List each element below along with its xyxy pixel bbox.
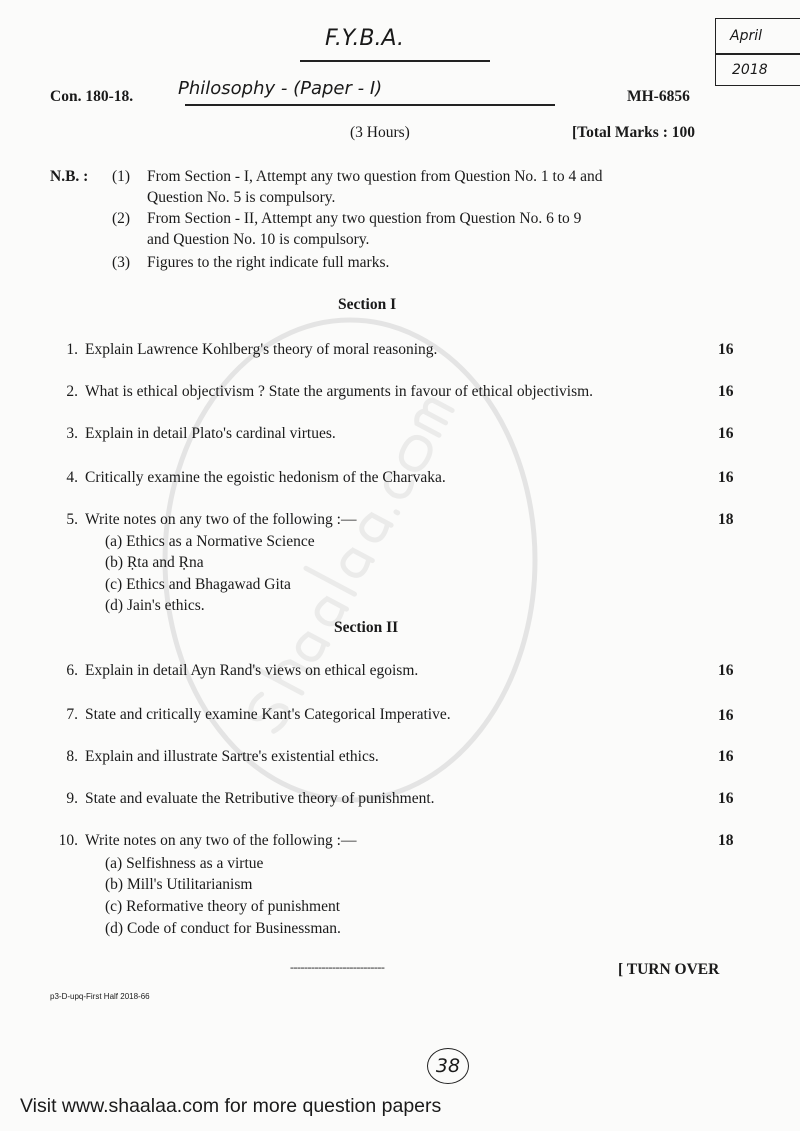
question-number: 4. [66, 469, 78, 486]
question-marks: 16 [718, 425, 734, 442]
instruction-num: (3) [112, 254, 131, 271]
turn-over: [ TURN OVER [618, 961, 720, 978]
nb-prefix: N.B. : [50, 168, 89, 185]
question-number: 5. [66, 511, 78, 528]
question-number: 7. [66, 706, 78, 723]
total-marks: [Total Marks : 100 [572, 124, 695, 141]
question-text: Explain in detail Ayn Rand's views on ethical egoism. [85, 662, 419, 679]
date-box [715, 18, 800, 86]
question-text: Critically examine the egoistic hedonism of the Charvaka. [85, 469, 446, 486]
end-separator: --------------------------- [290, 960, 385, 974]
question-marks: 16 [718, 662, 734, 679]
question-marks: 16 [718, 748, 734, 765]
instruction-line: Question No. 5 is compulsory. [147, 189, 336, 206]
question-text: State and evaluate the Retributive theory of punishment. [85, 790, 435, 807]
sub-question: (b) Mill's Utilitarianism [105, 876, 253, 893]
question-text: What is ethical objectivism ? State the arguments in favour of ethical objectivism. [85, 383, 594, 400]
sub-question: (b) Ṛta and Ṛna [105, 554, 204, 571]
sub-question: (a) Selfishness as a virtue [105, 855, 264, 872]
instruction-line: and Question No. 10 is compulsory. [147, 231, 370, 248]
page-number-circle [427, 1048, 469, 1084]
question-number: 3. [66, 425, 78, 442]
visit-site-link[interactable]: Visit www.shaalaa.com for more question papers [20, 1095, 442, 1117]
question-text: Explain Lawrence Kohlberg's theory of moral reasoning. [85, 341, 438, 358]
class-underline [300, 60, 490, 62]
question-text: State and critically examine Kant's Categorical Imperative. [85, 706, 451, 723]
question-marks: 16 [718, 469, 734, 486]
sub-question: (c) Reformative theory of punishment [105, 898, 341, 915]
shaalaa-watermark [150, 300, 550, 820]
duration: (3 Hours) [350, 124, 410, 141]
question-text: Write notes on any two of the following :— [85, 511, 357, 528]
instruction-line: From Section - II, Attempt any two question from Question No. 6 to 9 [147, 210, 582, 227]
subject-underline [185, 104, 555, 106]
question-text: Explain in detail Plato's cardinal virtues. [85, 425, 336, 442]
question-marks: 16 [718, 790, 734, 807]
date-month: April [730, 28, 762, 44]
sub-question: (a) Ethics as a Normative Science [105, 533, 315, 550]
sub-question: (d) Code of conduct for Businessman. [105, 920, 341, 937]
date-year: 2018 [732, 62, 768, 78]
sub-question: (d) Jain's ethics. [105, 597, 205, 614]
con-code: Con. 180-18. [50, 88, 134, 105]
question-marks: 16 [718, 707, 734, 724]
paper-code: MH-6856 [627, 88, 690, 105]
subject: Philosophy - (Paper - I) [178, 78, 383, 99]
instruction-line: Figures to the right indicate full marks. [147, 254, 390, 271]
question-number: 2. [66, 383, 78, 400]
sub-question: (c) Ethics and Bhagawad Gita [105, 576, 291, 593]
question-number: 9. [66, 790, 78, 807]
instruction-num: (1) [112, 168, 131, 185]
section-title: Section I [338, 296, 397, 313]
question-number: 6. [66, 662, 78, 679]
page-number: 38 [435, 1055, 461, 1077]
question-text: Write notes on any two of the following :— [85, 832, 357, 849]
question-marks: 18 [718, 832, 734, 849]
question-marks: 16 [718, 341, 734, 358]
instruction-line: From Section - I, Attempt any two question from Question No. 1 to 4 and [147, 168, 603, 185]
question-marks: 18 [718, 511, 734, 528]
section-title: Section II [334, 619, 399, 636]
date-divider [716, 53, 800, 55]
question-text: Explain and illustrate Sartre's existential ethics. [85, 748, 379, 765]
class-label: F.Y.B.A. [325, 26, 404, 51]
question-marks: 16 [718, 383, 734, 400]
print-code: p3-D-upq-First Half 2018-66 [50, 992, 150, 1001]
instruction-num: (2) [112, 210, 131, 227]
question-number: 8. [66, 748, 78, 765]
question-number: 1. [66, 341, 78, 358]
question-number: 10. [58, 832, 78, 849]
